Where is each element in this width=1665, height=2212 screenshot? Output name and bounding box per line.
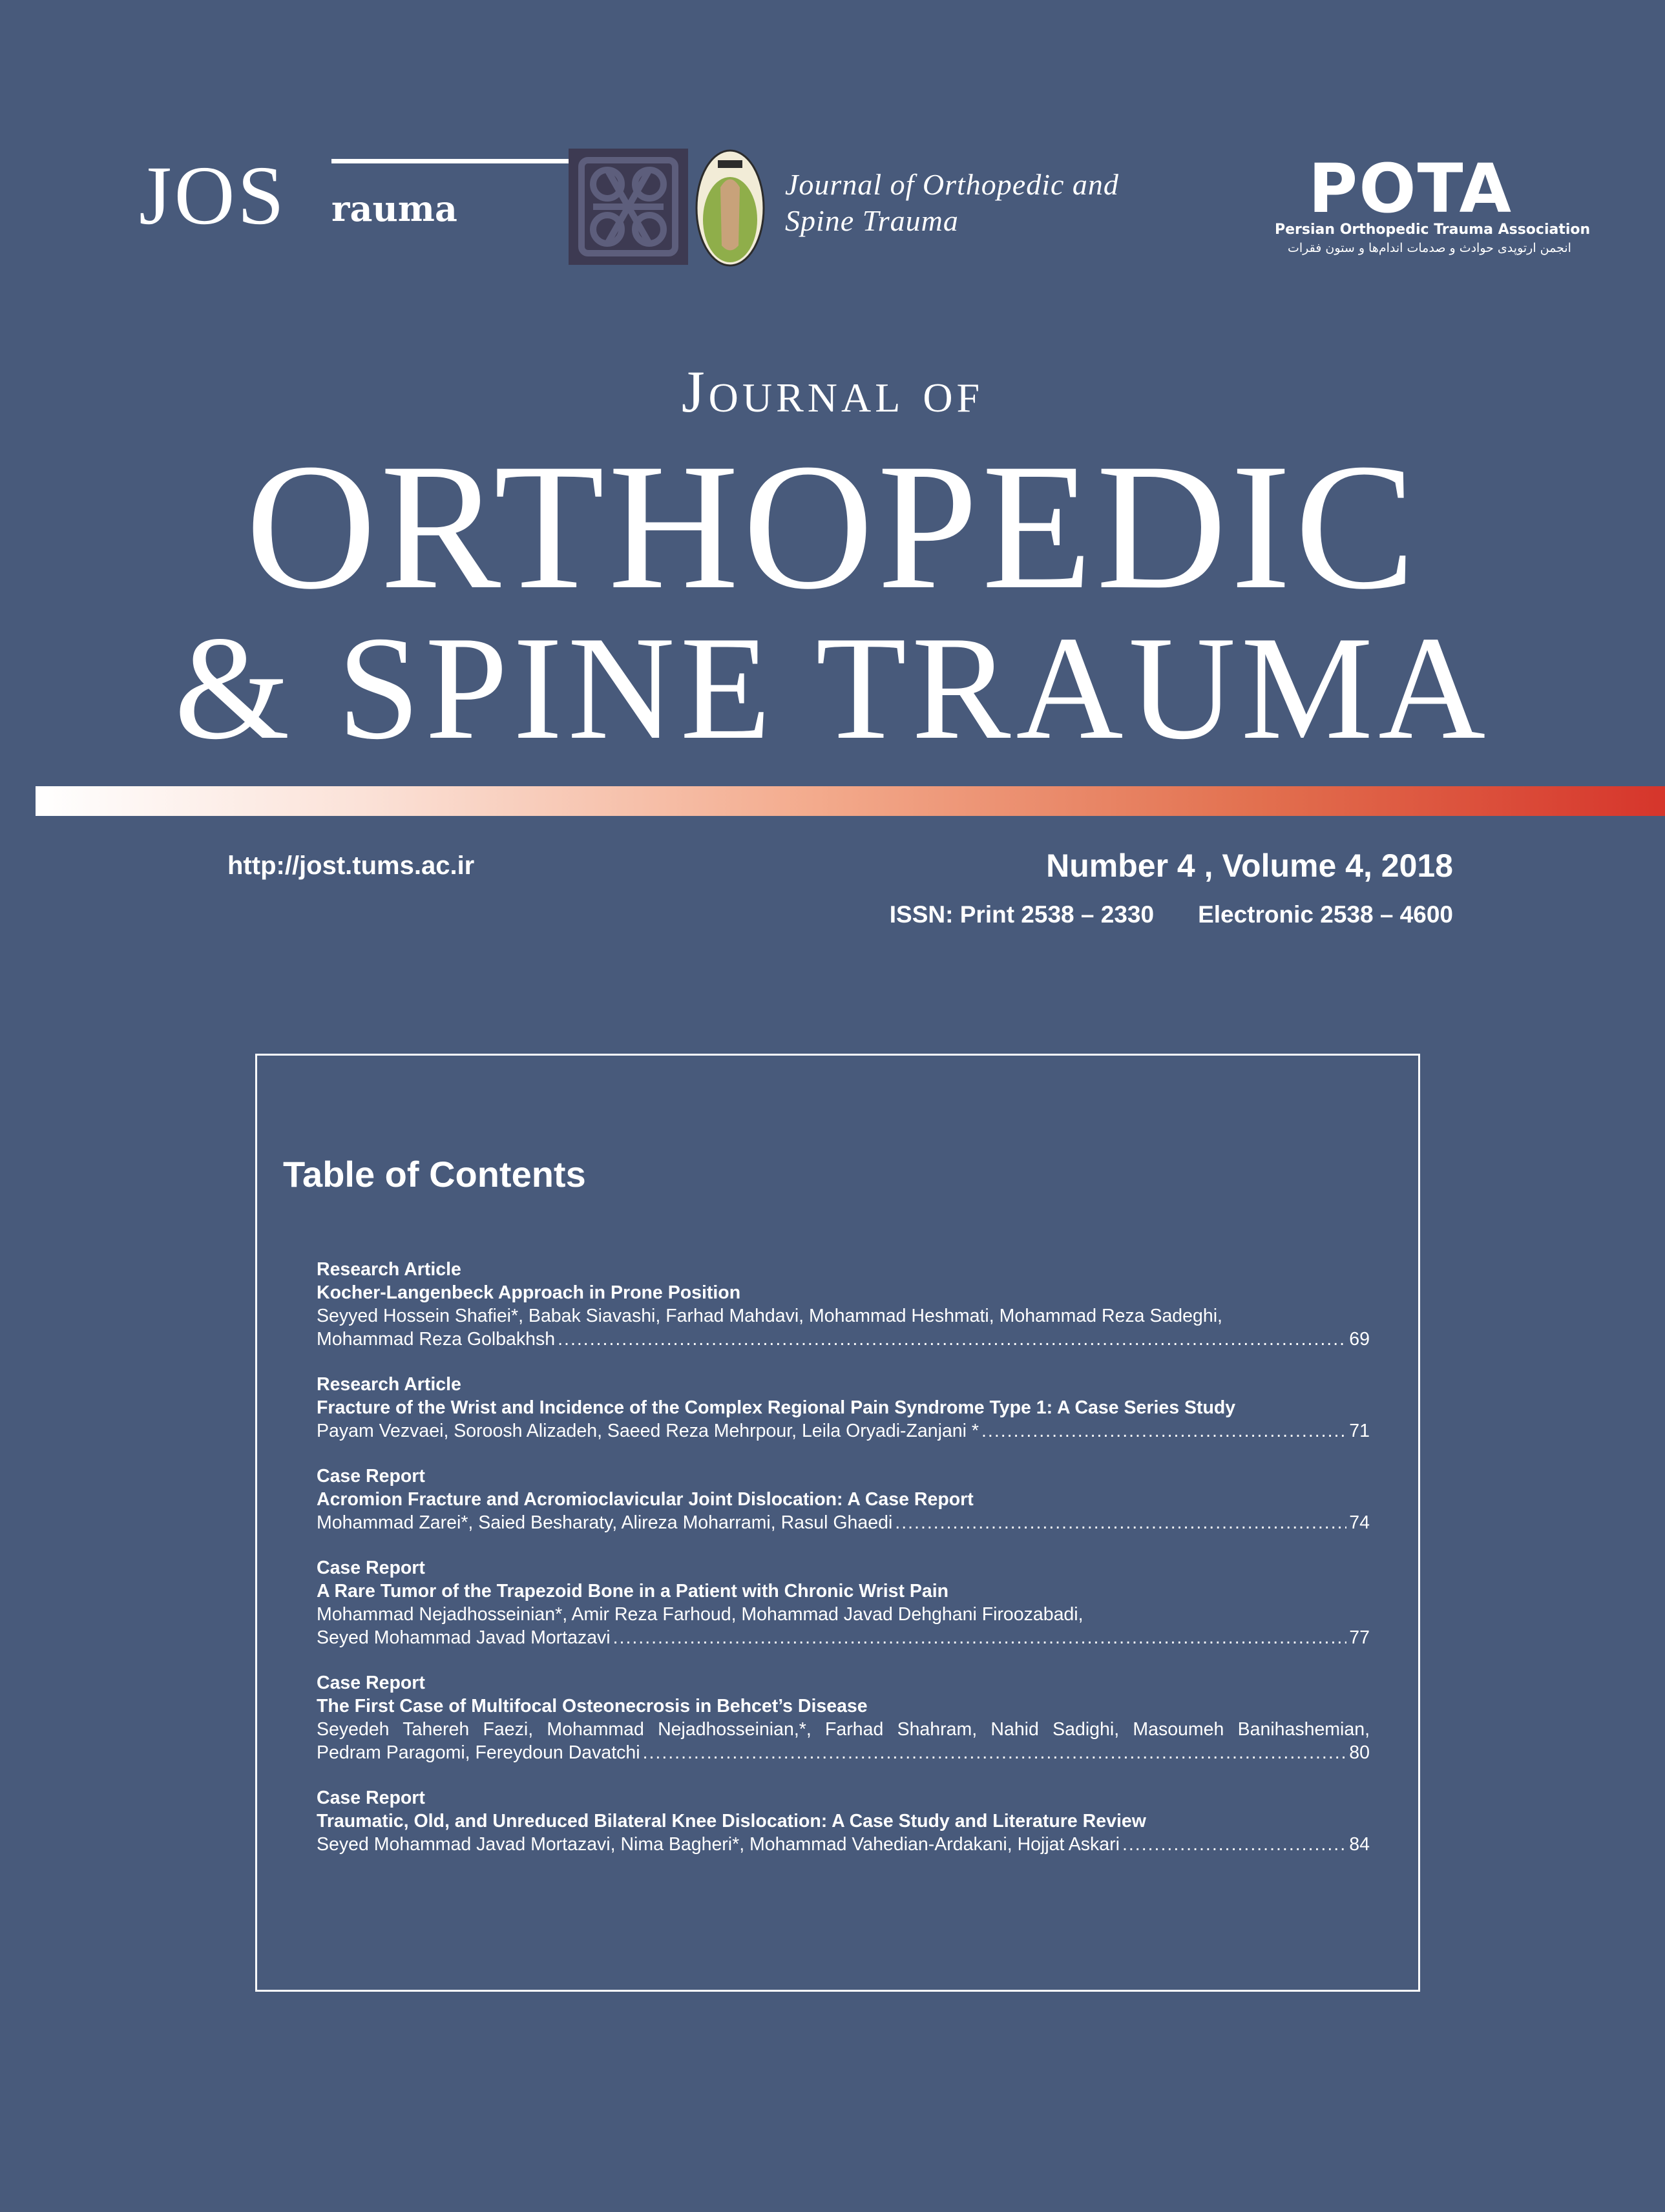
article-authors-last (317, 1833, 1370, 1856)
article-authors-text: Mohammad Zarei*, Saied Besharaty, Alireza Moharrami, Rasul Ghaedi (317, 1512, 893, 1533)
article-authors-text: Seyed Mohammad Javad Mortazavi, Nima Bagheri*, Mohammad Vahedian-Ardakani, Hojjat Askari (317, 1834, 1120, 1855)
article-authors-text: Seyed Mohammad Javad Mortazavi (317, 1627, 611, 1648)
trauma-logo-text: rauma (331, 188, 457, 229)
knot-emblem-icon (569, 149, 688, 265)
toc-entry[interactable] (317, 1373, 1370, 1443)
article-title: The First Case of Multifocal Osteonecrosis in Behcet’s Disease (317, 1696, 868, 1716)
dot-leader (643, 1741, 1347, 1764)
pota-logo (1270, 149, 1591, 258)
pota-persian-name: انجمن ارتوپدی حوادث و صدمات اندام‌ها و ستون فقرات (1288, 241, 1571, 255)
article-title: Acromion Fracture and Acromioclavicular Joint Dislocation: A Case Report (317, 1489, 974, 1510)
toc-heading: Table of Contents (283, 1154, 586, 1195)
article-authors-text: Payam Vezvaei, Soroosh Alizadeh, Saeed Reza Mehrpour, Leila Oryadi-Zanjani * (317, 1421, 979, 1441)
article-page-number: 74 (1349, 1512, 1370, 1533)
jost-trauma-logo (139, 149, 457, 257)
article-page-number: 69 (1349, 1329, 1370, 1350)
dot-leader (981, 1419, 1346, 1443)
journal-script-line1: Journal of Orthopedic and (785, 168, 1119, 201)
dot-leader (895, 1511, 1346, 1534)
article-authors: Mohammad Nejadhosseinian*, Amir Reza Farhoud, Mohammad Javad Dehghani Firoozabadi, (317, 1604, 1084, 1625)
article-page-number: 84 (1349, 1834, 1370, 1855)
article-type: Case Report (317, 1673, 425, 1693)
article-page-number: 71 (1349, 1421, 1370, 1441)
article-authors: Seyyed Hossein Shafiei*, Babak Siavashi, Farhad Mahdavi, Mohammad Heshmati, Mohammad Reza Sadeghi, (317, 1306, 1222, 1326)
logo-t-bar (331, 159, 591, 163)
issn-info (890, 901, 1453, 929)
article-type: Research Article (317, 1259, 461, 1280)
article-page-number: 77 (1349, 1627, 1370, 1648)
journal-script-name (785, 167, 1119, 239)
dot-leader (1122, 1833, 1346, 1856)
toc-entry[interactable] (317, 1671, 1370, 1764)
article-authors-last (317, 1419, 1370, 1443)
article-page-number: 80 (1349, 1742, 1370, 1763)
article-type: Research Article (317, 1374, 461, 1395)
issue-info: Number 4 , Volume 4, 2018 (1046, 848, 1453, 884)
pota-logo-text: POTA (1308, 149, 1513, 228)
dot-leader (613, 1626, 1347, 1649)
article-title: Fracture of the Wrist and Incidence of the Complex Regional Pain Syndrome Type 1: A Case Series Study (317, 1397, 1236, 1418)
article-title: Traumatic, Old, and Unreduced Bilateral Knee Dislocation: A Case Study and Literature Review (317, 1811, 1146, 1831)
gradient-divider (36, 786, 1665, 816)
article-authors-last (317, 1511, 1370, 1534)
masthead-orthopedic: ORTHOPEDIC (246, 426, 1419, 627)
jost-logo-text: JOS (139, 149, 287, 242)
masthead-journal-of: Journal of (681, 359, 984, 424)
article-type: Case Report (317, 1788, 425, 1808)
article-authors-text: Mohammad Reza Golbakhsh (317, 1329, 556, 1350)
toc-list (317, 1258, 1370, 1878)
article-authors: Seyedeh Tahereh Faezi, Mohammad Nejadhosseinian,*, Farhad Shahram, Nahid Sadighi, Masoumeh Banihashemian, (317, 1719, 1370, 1740)
article-authors-last (317, 1328, 1370, 1351)
toc-entry[interactable] (317, 1556, 1370, 1649)
issn-print: ISSN: Print 2538 – 2330 (889, 901, 1155, 928)
article-authors-last (317, 1741, 1370, 1764)
dot-leader (558, 1328, 1346, 1351)
issn-electronic: Electronic 2538 – 4600 (1198, 901, 1453, 928)
toc-entry[interactable] (317, 1258, 1370, 1351)
journal-script-line2: Spine Trauma (785, 204, 959, 237)
article-type: Case Report (317, 1558, 425, 1578)
article-title: Kocher-Langenbeck Approach in Prone Position (317, 1282, 741, 1303)
toc-entry[interactable] (317, 1786, 1370, 1856)
article-title: A Rare Tumor of the Trapezoid Bone in a Patient with Chronic Wrist Pain (317, 1581, 949, 1602)
toc-entry[interactable] (317, 1465, 1370, 1534)
article-type: Case Report (317, 1466, 425, 1487)
article-authors-text: Pedram Paragomi, Fereydoun Davatchi (317, 1742, 640, 1763)
journal-url[interactable]: http://jost.tums.ac.ir (227, 851, 475, 880)
table-of-contents-box (255, 1054, 1420, 1992)
pota-english-name: Persian Orthopedic Trauma Association (1275, 222, 1591, 238)
masthead-spine-trauma: & SPINE TRAUMA (174, 605, 1491, 770)
pota-oval-emblem-icon (695, 149, 766, 268)
article-authors-last (317, 1626, 1370, 1649)
